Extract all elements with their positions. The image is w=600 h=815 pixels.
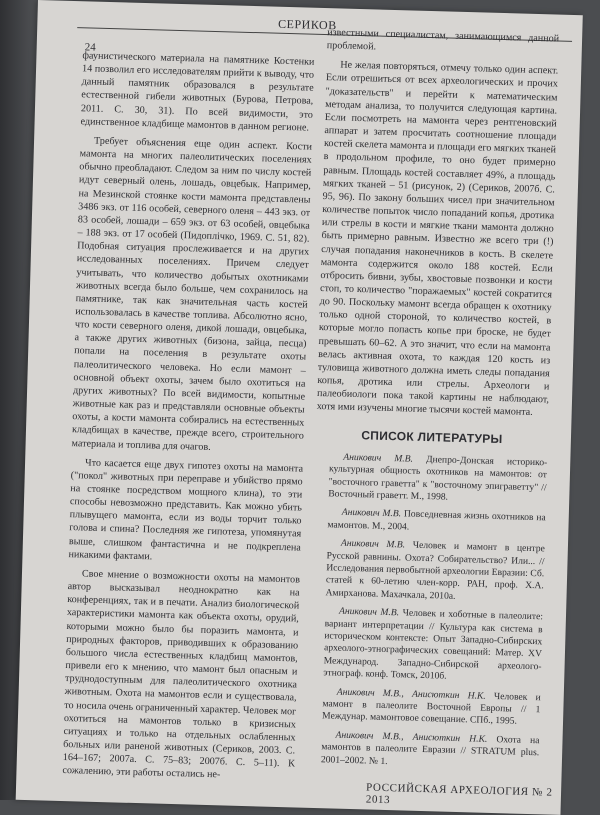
paragraph: Не желая повторяться, отмечу только один аспект. Если отрешиться от всех археологических и прочих "доказательств" и перейти к математическим методам анализа, то получится следующая картина. Если посмотреть на мамонта через рентгеновский аппарат и затем просчитать соотношение площади костей скелета мамонта и площади его мягких тканей в продольном профиле, то оно будет примерно равным. Площадь костей составляет 49%, а площадь мягких тканей – 51 (рисунок, 2) (Сериков, 2007б. С. 95, 96). По закону больших чисел при значительном количестве попыток число попаданий копья, дротика или стрелы в кости и мягкие ткани мамонта должно быть примерно равным. Известно же всего три (!) случая попадания наконечников в кость. В скелете мамонта содержится около 188 костей. Если отбросить бивни, зубы, хвостовые позвонки и кости стоп, то количество "поражаемых" костей сократится до 90. Поскольку мамонт всегда обращен к охотнику только одной стороной, то количество костей, в которые могло попасть копье при броске, не будет превышать 60–62. А это значит, что если на мамонта велась активная охота, то каждая 120 кость из туловища животного должна иметь следы попадания копья, дротика или стрелы. Археологи и палеобиологи пока такой картины не наблюдают, хотя ими изучены многие тысячи костей мамонта.: [316, 59, 559, 419]
reference-item: [313, 506, 546, 537]
reference-list: [307, 451, 548, 773]
reference-item: [307, 729, 540, 773]
reference-author: Аникович М.В.: [340, 537, 406, 551]
reference-item: [314, 451, 547, 507]
reference-item: [309, 605, 543, 686]
reference-author: Аникович М.В., Анисюткин Н.К.: [336, 686, 486, 702]
paragraph: Свое мнение о возможности охоты на мамонтов автор высказывал неоднократно как на конференциях, так и в печати. Анализ биологической характеристики мамонта как объекта охоты, орудий, которыми можно было бы поразить мамонта, и природных факторов, приводивших к образованию большого числа естественных кладбищ мамонтов, привели его к мнению, что мамонт был опасным и труднодоступным для палеолитического охотника животным. Охота на мамонтов если и существовала, то носила очень ограниченный характер. Человек мог охотиться на мамонтов только в кризисных ситуациях и только на отдельных ослабленных больных или раненой животных (Сериков, 2003. С. 164–167; 2007а. С. 75–83; 2007б. С. 5–11). К сожалению, эти работы остались не-: [62, 568, 301, 781]
running-title: СЕРИКОВ: [277, 16, 337, 33]
paragraph: известными специалистам, занимающимся данной проблемой.: [326, 27, 560, 53]
paragraph: Требует объяснения еще один аспект. Кости мамонта на многих палеолитических поселениях обычно преобладают. Следом за ним по числу костей идут северный олень, лошадь, овцебык. Например, на Мезинской стоянке кости мамонта представлены 3486 экз. от 116 особей, северного оленя – 443 экз. от 83 особей, лошади – 659 экз. от 63 особей, овцебыка – 188 экз. от 17 особей (Пидоплічко, 1969. С. 51, 82). Подобная ситуация прослеживается и на других исследованных поселениях. Причем следует учитывать, что количество добытых охотниками животных всегда было больше, чем сохранилось на памятнике, так как значительная часть костей использовалась в качестве топлива. Абсолютно ясно, что кости северного оленя, дикой лошади, овцебыка, а также других животных (бизона, зайца, песца) попали на поселения в результате охоты палеолитического человека. Но если мамонт – основной объект охоты, зачем было охотиться на других животных? По всей видимости, копытные животные как раз и представляли основные объекты охоты, а кости мамонта собирались на естественных кладбищах в качестве, прежде всего, строительного материала и топлива для очагов.: [71, 135, 313, 453]
page-number: 24: [84, 41, 96, 54]
paragraph: фаунистического материала на памятнике Костенки 14 позволил его исследователям прийти к выводу, что данный памятник образовался в результате естественной гибели животных (Бурова, Петрова, 2011. С. 30, 31). По всей видимости, это единственное кладбище мамонтов в данном регионе.: [80, 50, 315, 134]
journal-page: [16, 0, 583, 815]
reference-text: Повседневная жизнь охотников на мамонтов. М., 2004.: [327, 508, 546, 533]
right-column: [307, 26, 560, 778]
reference-author: Аникович М.В.: [343, 451, 414, 465]
references-heading: СПИСОК ЛИТЕРАТУРЫ: [361, 427, 503, 446]
reference-text: Охота на мамонтов в палеолите Евразии // STRATUM plus. 2001–2002. № 1.: [320, 733, 540, 767]
left-column: [62, 49, 314, 790]
reference-author: Аникович М.В.: [338, 605, 400, 619]
paragraph: Что касается еще двух гипотез охоты на мамонта ("покол" животных при переправе и убийство прямо на стоянке посредством мощного клина), то эти способы невозможно представить. Как можно убить плывущего мамонта, если из воды торчит только голова и спина? Последняя же гипотеза, упомянутая выше, слишком фантастична и не подкреплена никакими фактами.: [68, 457, 304, 563]
reference-text: Человек и мамонт в палеолите Восточной Европы // 1 Междунар. мамонтовое совещание. СПб., 1995.: [321, 690, 541, 728]
reference-text: Человек и мамонт в центре Русской равнины. Охота? Собирательство? Или... // Исследования первобытной археологии Евразии: Сб. статей к 60-летию член-корр. РАН, проф. Х.А. Амирханова. Махачкала, 2010а.: [325, 539, 546, 602]
reference-item: [308, 685, 541, 729]
reference-text: Человек и хоботные в палеолите: вариант интерпретации // Культура как система в историческом контексте: Опыт Западно-Сибирских археолого-этнографических совещаний: Матер. XV Международ. Западно-Сибирской археолого-этнограф. конф. Томск, 2010б.: [323, 607, 544, 682]
reference-item: [311, 537, 545, 605]
reference-text: Днепро-Донская историко-культурная общность охотников на мамонтов: от "восточного граветта" к "восточному эпиграветту" // Восточный граветт. М., 1998.: [328, 453, 548, 503]
reference-author: Аникович М.В.: [341, 506, 402, 520]
reference-author: Аникович М.В., Анисюткин Н.К.: [335, 729, 488, 745]
journal-footer: РОССИЙСКАЯ АРХЕОЛОГИЯ № 2 2013: [365, 781, 553, 807]
